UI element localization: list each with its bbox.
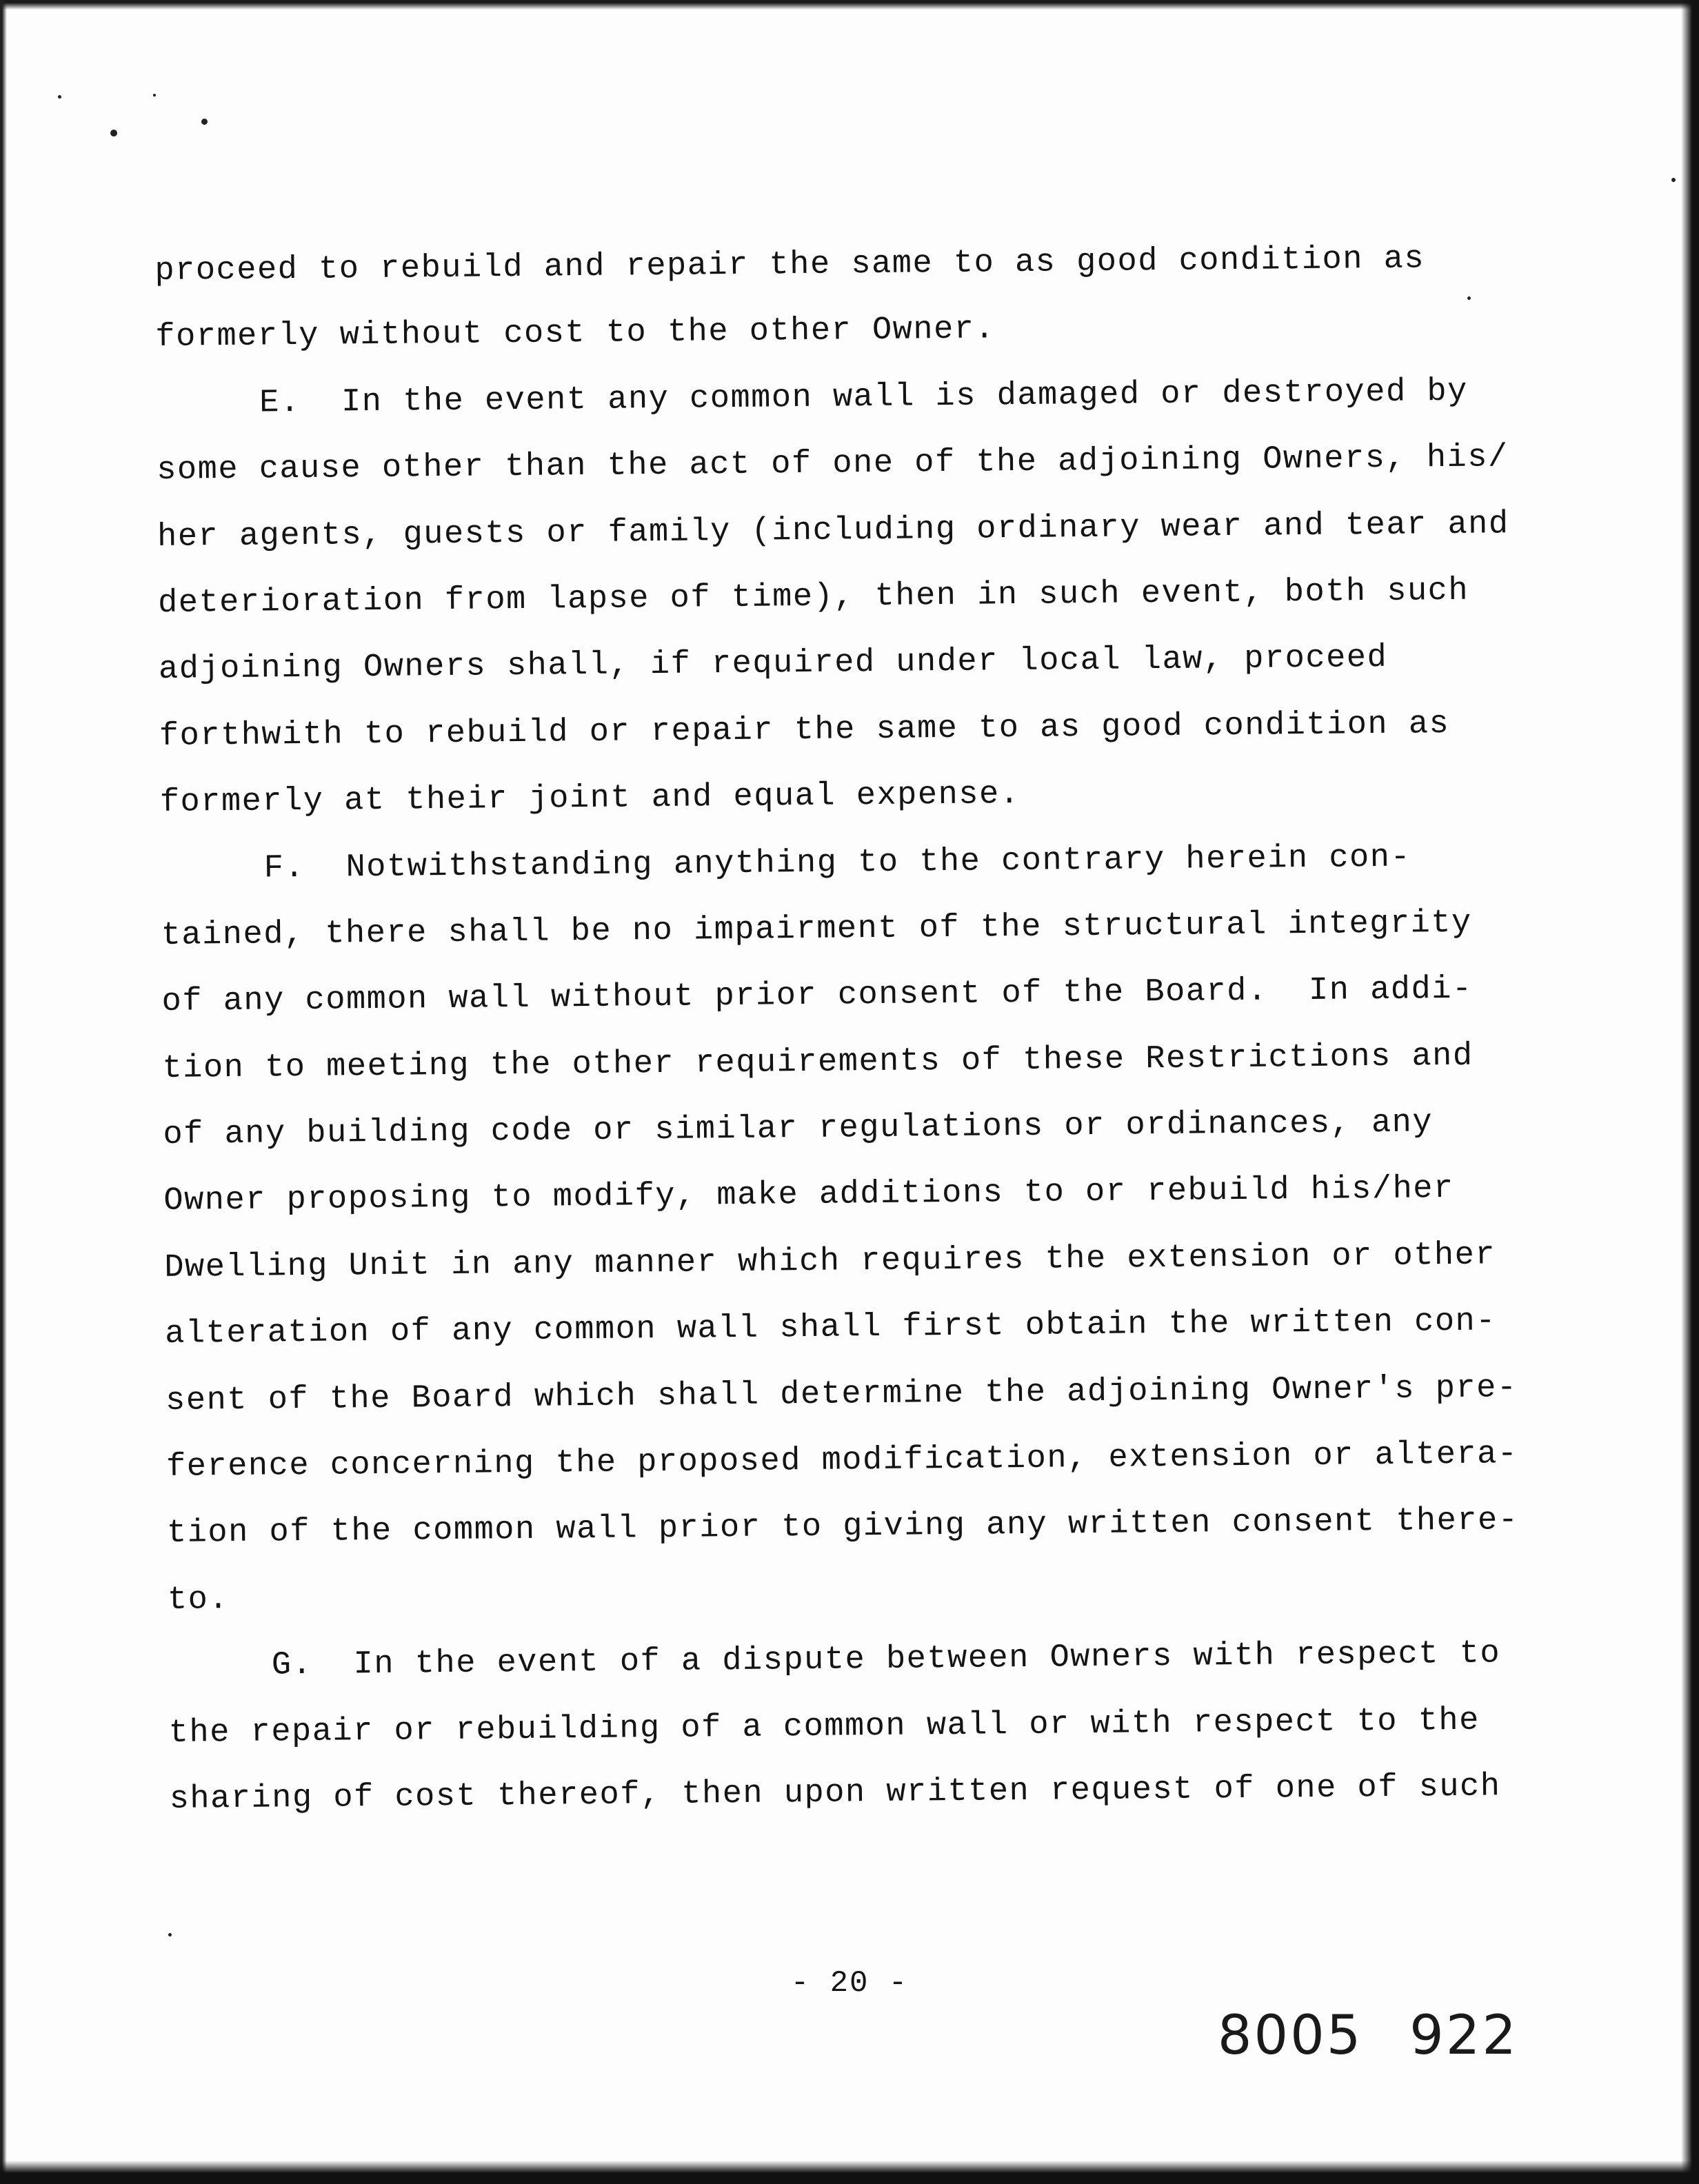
scan-edge-bottom (0, 2161, 1699, 2184)
scan-edge-left (0, 0, 7, 2184)
text-line: proceed to rebuild and repair the same to as good condition as (154, 241, 1425, 290)
text-line: G. In the event of a dispute between Owners with respect to (271, 1635, 1501, 1684)
document-body (154, 225, 1519, 1833)
text-line: sent of the Board which shall determine the adjoining Owner's pre- (165, 1369, 1518, 1419)
page-number: - 20 - (790, 1966, 909, 2001)
paragraph-f (160, 824, 1519, 1634)
text-line: the repair or rebuilding of a common wall or with respect to the (168, 1702, 1480, 1752)
text-line: adjoining Owners shall, if required under local law, proceed (158, 640, 1388, 689)
text-line: F. Notwithstanding anything to the contrary herein con- (263, 839, 1411, 887)
scan-speck (58, 95, 61, 99)
paragraph-continuation (154, 225, 1494, 371)
scan-speck (1671, 178, 1676, 182)
scan-speck (201, 119, 208, 125)
text-line: Dwelling Unit in any manner which requires the extension or other (164, 1237, 1496, 1286)
scan-speck (168, 1933, 172, 1937)
text-line: of any building code or similar regulations or ordinances, any (163, 1104, 1434, 1154)
text-line: tion of the common wall prior to giving any written consent there- (166, 1502, 1519, 1553)
text-line: her agents, guests or family (including ordinary wear and tear and (157, 505, 1509, 556)
paragraph-g (168, 1621, 1507, 1833)
text-line: ference concerning the proposed modification, extension or altera- (165, 1436, 1518, 1486)
text-line: E. In the event any common wall is damaged or destroyed by (259, 373, 1469, 422)
text-line: deterioration from lapse of time), then in such event, both such (157, 572, 1469, 622)
scan-speck (110, 130, 117, 136)
text-line: tained, there shall be no impairment of the structural integrity (161, 904, 1472, 954)
text-line: forthwith to rebuild or repair the same to as good condition as (159, 705, 1450, 755)
text-line: formerly at their joint and equal expense. (159, 776, 1021, 822)
text-line: tion to meeting the other requirements of these Restrictions and (162, 1038, 1474, 1087)
text-line: of any common wall without prior consent of the Board. In addi- (161, 971, 1473, 1021)
text-line: formerly without cost to the other Owner. (155, 311, 996, 356)
text-line: to. (167, 1581, 230, 1619)
text-line: alteration of any common wall shall first obtain the written con- (165, 1303, 1497, 1353)
scan-speck (153, 94, 156, 97)
scan-edge-right (1681, 0, 1699, 2184)
text-line: some cause other than the act of one of the adjoining Owners, his/ (156, 439, 1509, 489)
paragraph-e (156, 358, 1509, 836)
scan-edge-top (0, 0, 1699, 10)
document-code: 8005 922 (1217, 2005, 1518, 2067)
text-line: sharing of cost thereof, then upon written request of one of such (169, 1768, 1501, 1818)
text-line: Owner proposing to modify, make additions to or rebuild his/her (163, 1171, 1454, 1220)
